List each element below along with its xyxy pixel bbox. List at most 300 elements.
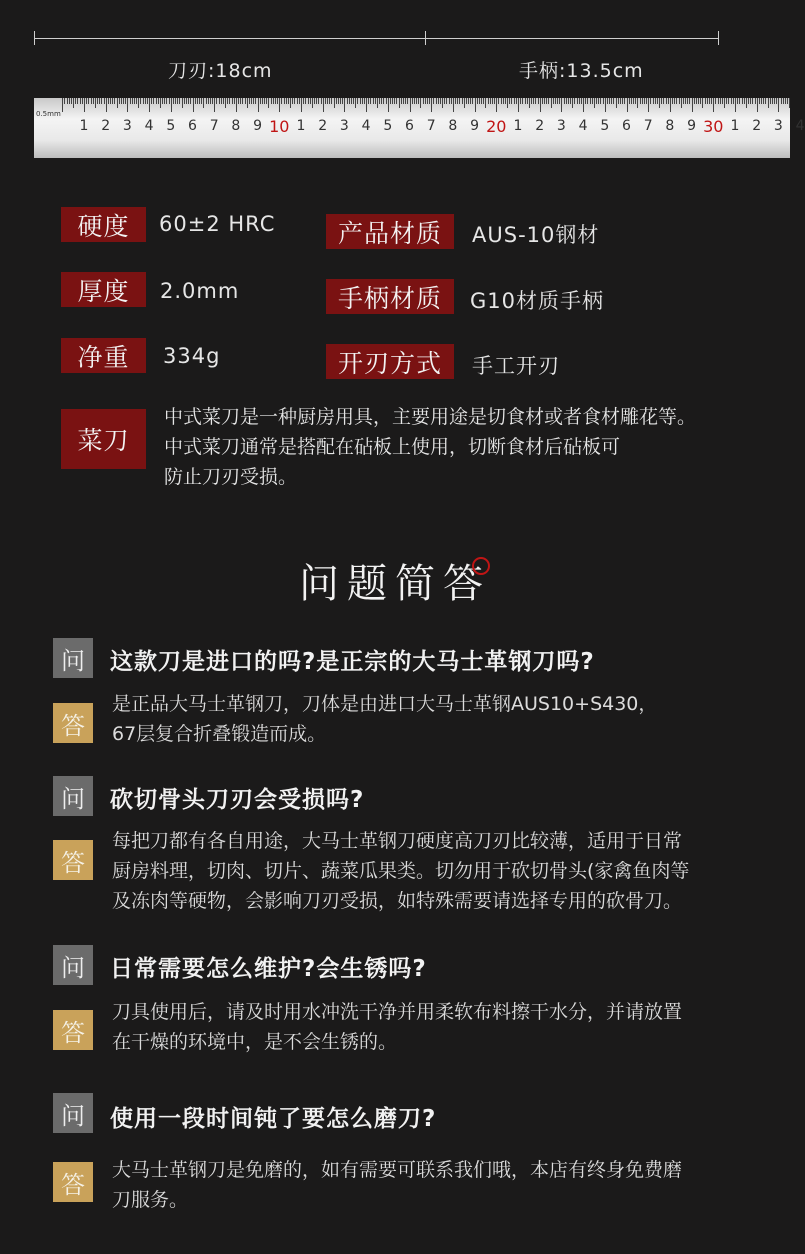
ruler-unit-label: 0.5mm xyxy=(36,110,61,118)
ruler-tick xyxy=(425,98,426,104)
ruler-tick xyxy=(210,98,211,104)
ruler-digit: 10 xyxy=(269,117,290,136)
ruler-tick xyxy=(225,98,226,108)
ruler-tick xyxy=(459,98,460,104)
blade-dim-line xyxy=(34,38,425,39)
value-hardness: 60±2 HRC xyxy=(159,212,276,236)
ruler-tick xyxy=(781,98,782,104)
ruler-tick xyxy=(726,98,727,104)
ruler-tick xyxy=(407,98,408,104)
ruler-tick xyxy=(618,98,619,104)
ruler-tick xyxy=(125,98,126,104)
ruler-tick xyxy=(501,98,502,104)
question-icon: 问 xyxy=(53,945,93,985)
red-ring-ornament xyxy=(472,557,490,575)
ruler-tick xyxy=(687,98,688,104)
ruler-tick xyxy=(683,98,684,104)
ruler-tick xyxy=(722,98,723,104)
ruler-tick xyxy=(281,98,282,104)
ruler-tick xyxy=(275,98,276,104)
ruler-tick xyxy=(82,98,83,104)
faq-question-2: 砍切骨头刀刃会受损吗? xyxy=(110,787,365,813)
ruler-tick xyxy=(789,98,790,108)
ruler-tick xyxy=(429,98,430,104)
ruler-tick xyxy=(292,98,293,104)
ruler-digit: 1 xyxy=(79,118,89,134)
ruler-tick xyxy=(91,98,92,104)
ruler-tick xyxy=(494,98,495,104)
ruler-tick xyxy=(457,98,458,104)
ruler-tick xyxy=(327,98,328,104)
measuring-ruler xyxy=(34,98,805,158)
ruler-tick xyxy=(99,98,100,104)
ruler-tick xyxy=(97,98,98,104)
ruler-tick xyxy=(253,98,254,104)
ruler-tick xyxy=(232,98,233,104)
ruler-tick xyxy=(184,98,185,104)
ruler-digit: 9 xyxy=(470,118,480,134)
ruler-tick xyxy=(733,98,734,104)
ruler-tick xyxy=(286,98,287,104)
ruler-tick xyxy=(533,98,534,104)
ruler-digit: 3 xyxy=(556,118,566,134)
ruler-tick xyxy=(702,98,703,108)
ruler-tick xyxy=(694,98,695,104)
ruler-tick xyxy=(520,98,521,104)
ruler-tick xyxy=(455,98,456,104)
ruler-tick xyxy=(201,98,202,104)
ruler-tick xyxy=(596,98,597,104)
ruler-tick xyxy=(574,98,575,104)
faq-answer-2 xyxy=(112,826,772,916)
ruler-tick xyxy=(470,98,471,104)
ruler-tick xyxy=(67,98,68,104)
ruler-tick xyxy=(123,98,124,104)
ruler-tick xyxy=(561,98,562,112)
answer-line: 每把刀都有各自用途，大马士革钢刀硬度高刀刃比较薄，适用于日常 xyxy=(112,830,683,852)
ruler-tick xyxy=(95,98,96,108)
ruler-tick xyxy=(633,98,634,104)
ruler-tick xyxy=(728,98,729,104)
question-icon: 问 xyxy=(53,1093,93,1133)
ruler-tick xyxy=(707,98,708,104)
ruler-tick xyxy=(692,98,693,112)
ruler-tick xyxy=(535,98,536,104)
ruler-tick xyxy=(195,98,196,104)
ruler-tick xyxy=(666,98,667,104)
ruler-tick xyxy=(757,98,758,112)
ruler-tick xyxy=(449,98,450,104)
ruler-tick xyxy=(453,98,454,112)
tag-sharpening: 开刃方式 xyxy=(326,344,454,379)
ruler-tick xyxy=(705,98,706,104)
ruler-tick xyxy=(689,98,690,104)
ruler-tick xyxy=(334,98,335,108)
ruler-tick xyxy=(108,98,109,104)
ruler-tick xyxy=(340,98,341,104)
ruler-tick xyxy=(644,98,645,104)
ruler-tick xyxy=(444,98,445,104)
ruler-tick xyxy=(318,98,319,104)
ruler-tick xyxy=(160,98,161,108)
ruler-tick xyxy=(80,98,81,104)
ruler-tick xyxy=(525,98,526,104)
ruler-tick xyxy=(594,98,595,108)
ruler-digit: 7 xyxy=(643,118,653,134)
ruler-tick xyxy=(709,98,710,104)
ruler-tick xyxy=(351,98,352,104)
ruler-digit: 1 xyxy=(730,118,740,134)
ruler-tick xyxy=(761,98,762,104)
ruler-tick xyxy=(440,98,441,104)
ruler-tick xyxy=(93,98,94,104)
ruler-tick xyxy=(485,98,486,108)
ruler-tick xyxy=(466,98,467,104)
ruler-tick xyxy=(349,98,350,104)
ruler-tick xyxy=(357,98,358,104)
ruler-digit: 2 xyxy=(535,118,545,134)
ruler-tick xyxy=(748,98,749,104)
ruler-tick xyxy=(305,98,306,104)
ruler-tick xyxy=(271,98,272,104)
tag-handle-material: 手柄材质 xyxy=(326,279,454,314)
answer-line: 刀具使用后，请及时用水冲洗干净并用柔软布料擦干水分，并请放置 xyxy=(112,1001,683,1023)
ruler-tick xyxy=(518,98,519,112)
ruler-tick xyxy=(451,98,452,104)
ruler-tick xyxy=(101,98,102,104)
ruler-tick xyxy=(674,98,675,104)
ruler-tick xyxy=(331,98,332,104)
ruler-tick xyxy=(631,98,632,104)
ruler-tick xyxy=(251,98,252,104)
answer-line: 大马士革钢刀是免磨的，如有需要可联系我们哦，本店有终身免费磨 xyxy=(112,1159,683,1181)
ruler-tick xyxy=(685,98,686,104)
ruler-tick xyxy=(605,98,606,112)
ruler-tick xyxy=(294,98,295,104)
answer-icon: 答 xyxy=(53,1162,93,1202)
ruler-tick xyxy=(668,98,669,104)
ruler-tick xyxy=(177,98,178,104)
tag-material: 产品材质 xyxy=(326,214,454,249)
ruler-tick xyxy=(763,98,764,104)
ruler-tick xyxy=(121,98,122,104)
ruler-tick xyxy=(156,98,157,104)
ruler-tick xyxy=(104,98,105,104)
ruler-tick xyxy=(106,98,107,112)
ruler-tick xyxy=(503,98,504,104)
ruler-tick xyxy=(336,98,337,104)
ruler-tick xyxy=(62,98,63,112)
ruler-tick xyxy=(509,98,510,104)
answer-icon: 答 xyxy=(53,703,93,743)
ruler-tick xyxy=(600,98,601,104)
ruler-tick xyxy=(531,98,532,104)
ruler-tick xyxy=(759,98,760,104)
ruler-tick xyxy=(650,98,651,104)
ruler-tick xyxy=(355,98,356,108)
ruler-tick xyxy=(249,98,250,104)
ruler-tick xyxy=(492,98,493,104)
tag-cleaver: 菜刀 xyxy=(61,409,146,469)
ruler-tick xyxy=(370,98,371,104)
ruler-digit: 7 xyxy=(209,118,219,134)
ruler-tick xyxy=(648,98,649,112)
ruler-digit: 2 xyxy=(318,118,328,134)
ruler-tick xyxy=(511,98,512,104)
question-icon: 问 xyxy=(53,638,93,678)
cleaver-desc-line: 防止刀刃受损。 xyxy=(164,466,298,488)
ruler-tick xyxy=(381,98,382,104)
ruler-tick xyxy=(731,98,732,104)
ruler-tick xyxy=(288,98,289,104)
ruler-tick xyxy=(264,98,265,104)
value-thickness: 2.0mm xyxy=(160,279,240,303)
ruler-tick xyxy=(431,98,432,112)
ruler-tick xyxy=(498,98,499,104)
ruler-tick xyxy=(364,98,365,104)
ruler-tick xyxy=(255,98,256,104)
ruler-tick xyxy=(698,98,699,104)
ruler-tick xyxy=(214,98,215,112)
value-sharpening: 手工开刃 xyxy=(472,354,560,378)
ruler-tick xyxy=(433,98,434,104)
ruler-tick xyxy=(657,98,658,104)
ruler-tick xyxy=(238,98,239,104)
value-weight: 334g xyxy=(163,344,221,368)
ruler-tick xyxy=(206,98,207,104)
ruler-digit: 1 xyxy=(296,118,306,134)
ruler-tick xyxy=(117,98,118,108)
ruler-tick xyxy=(551,98,552,108)
ruler-tick xyxy=(368,98,369,104)
ruler-tick xyxy=(392,98,393,104)
ruler-tick xyxy=(711,98,712,104)
ruler-tick xyxy=(468,98,469,104)
ruler-tick xyxy=(325,98,326,104)
ruler-tick xyxy=(277,98,278,104)
ruler-digit: 8 xyxy=(231,118,241,134)
ruler-digit: 5 xyxy=(600,118,610,134)
ruler-tick xyxy=(696,98,697,104)
ruler-tick xyxy=(420,98,421,108)
ruler-tick xyxy=(394,98,395,104)
ruler-tick xyxy=(323,98,324,112)
ruler-tick xyxy=(273,98,274,104)
ruler-tick xyxy=(279,98,280,112)
ruler-digit: 2 xyxy=(101,118,111,134)
ruler-tick xyxy=(752,98,753,104)
ruler-tick xyxy=(412,98,413,104)
dim-tick-right xyxy=(718,31,719,45)
answer-line: 刀服务。 xyxy=(112,1189,189,1211)
ruler-tick xyxy=(245,98,246,104)
ruler-tick xyxy=(770,98,771,104)
ruler-tick xyxy=(73,98,74,108)
ruler-tick xyxy=(546,98,547,104)
ruler-digit: 1 xyxy=(513,118,523,134)
ruler-tick xyxy=(607,98,608,104)
ruler-tick xyxy=(423,98,424,104)
ruler-tick xyxy=(655,98,656,104)
ruler-tick xyxy=(179,98,180,104)
ruler-digit: 9 xyxy=(687,118,697,134)
ruler-tick xyxy=(755,98,756,104)
ruler-tick xyxy=(260,98,261,104)
answer-icon: 答 xyxy=(53,840,93,880)
ruler-tick xyxy=(175,98,176,104)
ruler-tick xyxy=(566,98,567,104)
ruler-tick xyxy=(158,98,159,104)
ruler-tick xyxy=(496,98,497,112)
ruler-tick xyxy=(186,98,187,104)
ruler-tick xyxy=(410,98,411,112)
ruler-tick xyxy=(646,98,647,104)
ruler-tick xyxy=(147,98,148,104)
ruler-tick xyxy=(772,98,773,104)
ruler-tick xyxy=(418,98,419,104)
ruler-tick xyxy=(229,98,230,104)
ruler-tick xyxy=(301,98,302,112)
ruler-tick xyxy=(112,98,113,104)
ruler-tick xyxy=(490,98,491,104)
faq-answer-1 xyxy=(112,689,772,749)
ruler-tick xyxy=(613,98,614,104)
ruler-tick xyxy=(143,98,144,104)
ruler-tick xyxy=(611,98,612,104)
ruler-tick xyxy=(84,98,85,112)
ruler-digit: 8 xyxy=(448,118,458,134)
ruler-tick xyxy=(353,98,354,104)
ruler-tick xyxy=(303,98,304,104)
ruler-tick xyxy=(744,98,745,104)
ruler-tick xyxy=(69,98,70,104)
ruler-tick xyxy=(342,98,343,104)
ruler-tick xyxy=(553,98,554,104)
ruler-tick xyxy=(783,98,784,104)
ruler-tick xyxy=(75,98,76,104)
ruler-tick xyxy=(360,98,361,104)
cleaver-desc-line: 中式菜刀是一种厨房用具，主要用途是切食材或者食材雕花等。 xyxy=(164,406,697,428)
cleaver-description xyxy=(164,402,784,492)
ruler-tick xyxy=(299,98,300,104)
ruler-tick xyxy=(110,98,111,104)
ruler-tick xyxy=(208,98,209,104)
ruler-tick xyxy=(216,98,217,104)
ruler-digit: 5 xyxy=(166,118,176,134)
ruler-tick xyxy=(659,98,660,108)
ruler-tick xyxy=(568,98,569,104)
ruler-tick xyxy=(188,98,189,104)
ruler-tick xyxy=(739,98,740,104)
ruler-digit: 2 xyxy=(752,118,762,134)
ruler-tick xyxy=(750,98,751,104)
ruler-tick xyxy=(390,98,391,104)
ruler-tick xyxy=(624,98,625,104)
ruler-tick xyxy=(310,98,311,104)
ruler-tick xyxy=(713,98,714,112)
ruler-digit: 3 xyxy=(339,118,349,134)
ruler-tick xyxy=(544,98,545,104)
faq-question-1: 这款刀是进口的吗?是正宗的大马士革钢刀吗? xyxy=(110,649,595,675)
ruler-tick xyxy=(193,98,194,112)
ruler-tick xyxy=(590,98,591,104)
ruler-tick xyxy=(653,98,654,104)
ruler-tick xyxy=(557,98,558,104)
ruler-tick xyxy=(258,98,259,112)
ruler-tick xyxy=(221,98,222,104)
value-material: AUS-10钢材 xyxy=(472,223,600,247)
ruler-digit: 8 xyxy=(665,118,675,134)
tag-weight: 净重 xyxy=(61,338,146,373)
ruler-tick xyxy=(507,98,508,108)
ruler-digit: 30 xyxy=(703,117,724,136)
ruler-tick xyxy=(151,98,152,104)
ruler-tick xyxy=(516,98,517,104)
ruler-tick xyxy=(488,98,489,104)
ruler-tick xyxy=(127,98,128,112)
ruler-digit: 6 xyxy=(622,118,631,134)
ruler-tick xyxy=(145,98,146,104)
blade-length-label: 刀刃:18cm xyxy=(168,60,273,82)
ruler-tick xyxy=(64,98,65,104)
ruler-tick xyxy=(240,98,241,104)
ruler-tick xyxy=(464,98,465,108)
ruler-tick xyxy=(162,98,163,104)
ruler-tick xyxy=(585,98,586,104)
ruler-tick xyxy=(396,98,397,104)
ruler-tick xyxy=(373,98,374,104)
ruler-tick xyxy=(587,98,588,104)
ruler-tick xyxy=(774,98,775,104)
ruler-tick xyxy=(119,98,120,104)
ruler-tick xyxy=(542,98,543,104)
ruler-digit: 4 xyxy=(361,118,371,134)
ruler-tick xyxy=(362,98,363,104)
ruler-digit: 7 xyxy=(426,118,436,134)
ruler-tick xyxy=(577,98,578,104)
ruler-tick xyxy=(88,98,89,104)
cleaver-desc-line: 中式菜刀通常是搭配在砧板上使用，切断食材后砧板可 xyxy=(164,436,621,458)
ruler-tick xyxy=(746,98,747,108)
faq-answer-3 xyxy=(112,997,772,1057)
faq-title: 问题简答 xyxy=(299,561,491,607)
ruler-tick xyxy=(514,98,515,104)
ruler-tick xyxy=(720,98,721,104)
ruler-tick xyxy=(164,98,165,104)
ruler-digit: 9 xyxy=(253,118,263,134)
ruler-tick xyxy=(199,98,200,104)
ruler-tick xyxy=(538,98,539,104)
ruler-tick xyxy=(366,98,367,112)
ruler-tick xyxy=(171,98,172,112)
ruler-tick xyxy=(785,98,786,104)
ruler-tick xyxy=(642,98,643,104)
answer-icon: 答 xyxy=(53,1010,93,1050)
ruler-tick xyxy=(581,98,582,104)
ruler-tick xyxy=(768,98,769,108)
ruler-digit: 4 xyxy=(144,118,154,134)
ruler-tick xyxy=(314,98,315,104)
tag-thickness: 厚度 xyxy=(61,272,146,307)
ruler-tick xyxy=(247,98,248,108)
ruler-tick xyxy=(236,98,237,112)
ruler-tick xyxy=(778,98,779,112)
ruler-tick xyxy=(416,98,417,104)
ruler-tick xyxy=(414,98,415,104)
ruler-tick xyxy=(405,98,406,104)
ruler-digit: 4 xyxy=(795,118,805,134)
ruler-tick xyxy=(71,98,72,104)
